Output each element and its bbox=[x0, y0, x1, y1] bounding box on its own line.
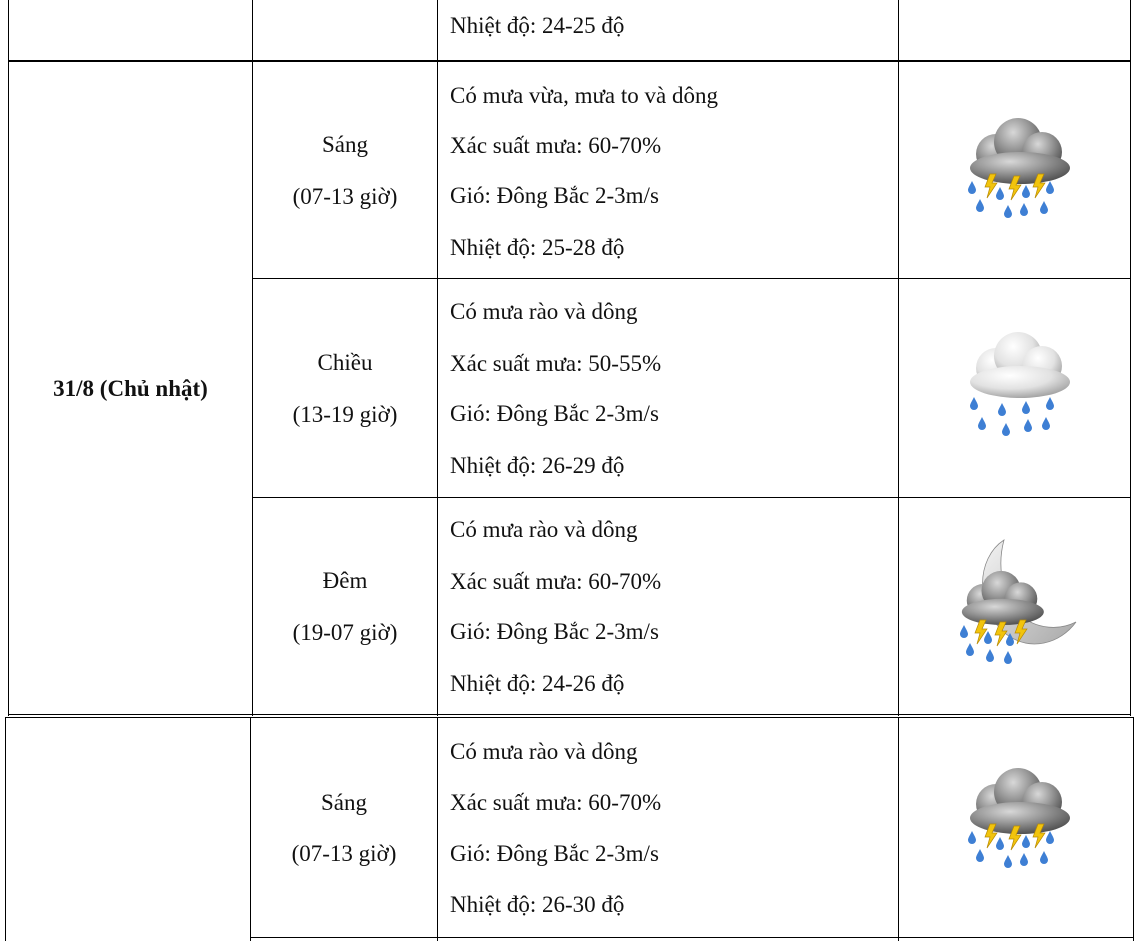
row3-line-3: Nhiệt độ: 24-26 độ bbox=[450, 671, 625, 696]
period-hours: (19-07 giờ) bbox=[292, 620, 398, 645]
period-hours: (07-13 giờ) bbox=[291, 841, 397, 866]
rain-shower-icon bbox=[958, 326, 1078, 438]
row1-line-0: Có mưa vừa, mưa to và dông bbox=[450, 83, 718, 108]
row2-line-3: Nhiệt độ: 26-29 độ bbox=[450, 453, 625, 478]
period-label: Sáng bbox=[322, 132, 368, 157]
row4-line-2: Gió: Đông Bắc 2-3m/s bbox=[450, 841, 659, 866]
row2-line-1: Xác suất mưa: 50-55% bbox=[450, 351, 662, 376]
row4-line-1: Xác suất mưa: 60-70% bbox=[450, 790, 662, 815]
row3-line-0: Có mưa rào và dông bbox=[450, 517, 638, 542]
period-hours: (13-19 giờ) bbox=[292, 402, 398, 427]
night-thunderstorm-icon bbox=[952, 536, 1080, 670]
period-hours: (07-13 giờ) bbox=[292, 184, 398, 209]
thunderstorm-rain-icon bbox=[958, 112, 1078, 224]
row2-line-0: Có mưa rào và dông bbox=[450, 299, 638, 324]
period-label: Chiều bbox=[317, 350, 373, 375]
row3-line-1: Xác suất mưa: 60-70% bbox=[450, 569, 662, 594]
row1-line-2: Gió: Đông Bắc 2-3m/s bbox=[450, 183, 659, 208]
row4-line-0: Có mưa rào và dông bbox=[450, 739, 638, 764]
period-label: Sáng bbox=[321, 790, 367, 815]
date-label: 31/8 (Chủ nhật) bbox=[53, 376, 208, 401]
row0-line-0: Nhiệt độ: 24-25 độ bbox=[450, 13, 625, 38]
row1-line-3: Nhiệt độ: 25-28 độ bbox=[450, 235, 625, 260]
period-label: Đêm bbox=[322, 568, 368, 593]
row2-line-2: Gió: Đông Bắc 2-3m/s bbox=[450, 401, 659, 426]
row3-line-2: Gió: Đông Bắc 2-3m/s bbox=[450, 619, 659, 644]
row4-line-3: Nhiệt độ: 26-30 độ bbox=[450, 892, 625, 917]
thunderstorm-rain-icon bbox=[958, 762, 1078, 874]
row1-line-1: Xác suất mưa: 60-70% bbox=[450, 133, 662, 158]
